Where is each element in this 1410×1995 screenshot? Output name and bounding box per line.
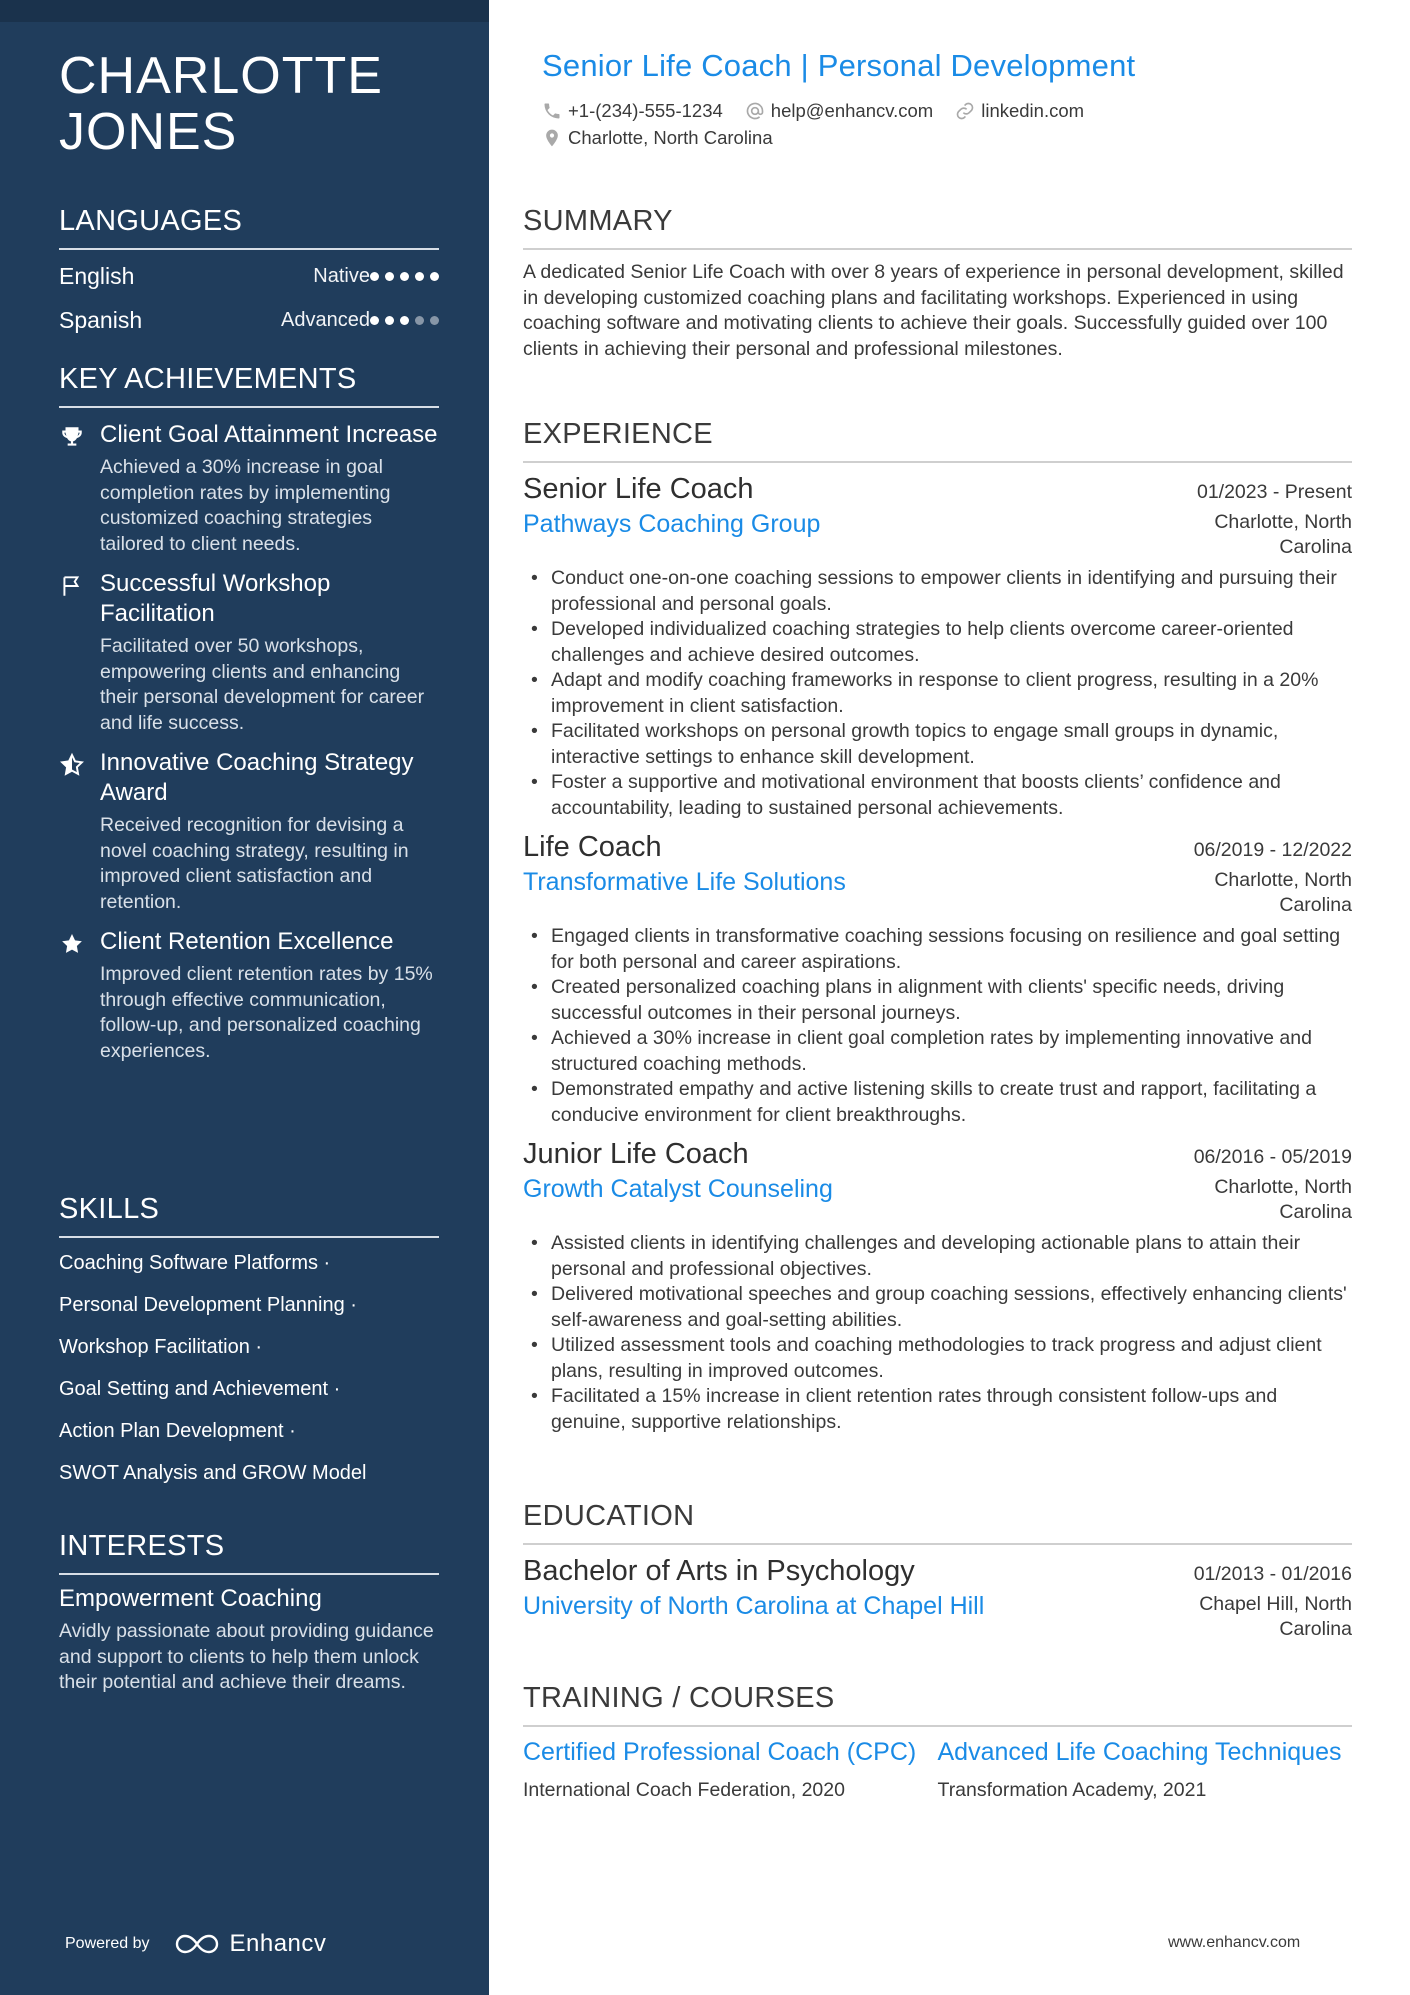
job-location: Charlotte, North Carolina — [1214, 511, 1352, 558]
achievement-item — [59, 927, 439, 1064]
achievement-title: Client Retention Excellence — [100, 928, 394, 955]
course-item — [523, 1737, 938, 1802]
contact-row — [542, 127, 795, 149]
achievement-title: Client Goal Attainment Increase — [100, 421, 438, 448]
achievement-desc: Achieved a 30% increase in goal completion rates by implementing customized coaching strategies tailored to client needs. — [100, 456, 391, 555]
course-provider: Transformation Academy, 2021 — [937, 1779, 1207, 1801]
list-item: • Developed individualized coaching strategies to help clients overcome career-oriented challenges and achieve desired outcomes. — [523, 617, 1352, 668]
powered-by-label: Powered by — [65, 1935, 150, 1952]
location-pin-icon — [542, 128, 562, 148]
list-item: • Utilized assessment tools and coaching methodologies to track progress and adjust client plans, resulting in improved outcomes. — [523, 1333, 1352, 1384]
contact-location: Charlotte, North Carolina — [542, 127, 773, 149]
flag-icon — [59, 573, 85, 599]
interest-desc: Avidly passionate about providing guidance and support to clients to help them unlock their potential and achieve their dreams. — [59, 1620, 434, 1693]
education-location: Chapel Hill, North Carolina — [1199, 1593, 1352, 1640]
language-level: Native — [313, 264, 370, 287]
job-title: Junior Life Coach — [523, 1138, 749, 1170]
section-title: SKILLS — [59, 1193, 439, 1238]
education-entry — [523, 1555, 1352, 1642]
list-item: • Created personalized coaching plans in alignment with clients' specific needs, driving successful outcomes in their personal journeys. — [523, 975, 1352, 1026]
achievement-desc: Improved client retention rates by 15% through effective communication, follow-up, and personalized coaching experiences. — [100, 963, 433, 1062]
language-name: English — [59, 262, 135, 289]
phone-icon — [542, 101, 562, 121]
language-name: Spanish — [59, 306, 143, 333]
company-name[interactable]: Transformative Life Solutions — [523, 868, 846, 896]
training-section — [523, 1682, 1352, 1802]
experience-section — [523, 418, 1352, 1435]
job-dates: 06/2019 - 12/2022 — [1193, 839, 1352, 861]
language-item — [59, 298, 439, 342]
interests-section — [59, 1530, 439, 1696]
achievement-item — [59, 748, 439, 915]
list-item: • Foster a supportive and motivational environment that boosts clients’ confidence and accountability, leading to sustained personal achievements. — [523, 770, 1352, 821]
summary-section — [523, 205, 1352, 362]
skill-item: SWOT Analysis and GROW Model — [59, 1462, 367, 1484]
job-entry — [523, 1138, 1352, 1435]
course-title[interactable]: Advanced Life Coaching Techniques — [937, 1738, 1342, 1766]
language-level: Advanced — [281, 308, 370, 331]
job-location: Charlotte, North Carolina — [1214, 1176, 1352, 1223]
job-bullets — [523, 566, 1352, 821]
sidebar — [0, 0, 489, 1995]
skill-item: Personal Development Planning · — [59, 1294, 357, 1316]
list-item: • Adapt and modify coaching frameworks in response to client progress, resulting in a 20% improvement in client satisfaction. — [523, 668, 1352, 719]
job-bullets — [523, 1231, 1352, 1435]
job-title: Senior Life Coach — [523, 473, 754, 505]
course-title[interactable]: Certified Professional Coach (CPC) — [523, 1738, 917, 1766]
language-item — [59, 254, 439, 298]
education-section — [523, 1500, 1352, 1642]
at-icon — [745, 101, 765, 121]
list-item: • Facilitated a 15% increase in client retention rates through consistent follow-ups and genuine, supportive relationships. — [523, 1384, 1352, 1435]
skill-item: Coaching Software Platforms · — [59, 1252, 331, 1274]
skill-item: Goal Setting and Achievement · — [59, 1378, 341, 1400]
list-item: • Engaged clients in transformative coaching sessions focusing on resilience and goal setting for both personal and career aspirations. — [523, 924, 1352, 975]
job-entry — [523, 473, 1352, 821]
section-title: INTERESTS — [59, 1530, 439, 1575]
trophy-icon — [59, 424, 85, 450]
sidebar-top-strip — [0, 0, 489, 22]
section-title: KEY ACHIEVEMENTS — [59, 363, 439, 408]
contact-row — [542, 100, 1106, 122]
skills-section — [59, 1193, 439, 1494]
summary-text: A dedicated Senior Life Coach with over 8 years of experience in personal development, skilled in developing customized coaching plans and facilitating workshops. Experienced in using coaching software and motivating clients to achieve their goals. Successfully guided over 100 clients in achieving their personal and professional milestones. — [523, 261, 1344, 360]
interest-title: Empowerment Coaching — [59, 1585, 322, 1612]
education-dates: 01/2013 - 01/2016 — [1193, 1563, 1352, 1585]
achievement-desc: Facilitated over 50 workshops, empowering clients and enhancing their personal development for career and life success. — [100, 635, 425, 734]
job-entry — [523, 831, 1352, 1128]
job-bullets — [523, 924, 1352, 1128]
section-title: EDUCATION — [523, 1500, 1352, 1545]
achievement-title: Successful Workshop Facilitation — [100, 570, 331, 627]
job-dates: 01/2023 - Present — [1196, 481, 1352, 503]
candidate-name: CHARLOTTE JONES — [59, 47, 383, 161]
achievement-item — [59, 420, 439, 557]
company-name[interactable]: Pathways Coaching Group — [523, 510, 821, 538]
language-rating — [370, 272, 439, 281]
company-name[interactable]: Growth Catalyst Counseling — [523, 1175, 833, 1203]
achievements-section — [59, 363, 439, 1064]
star-half-icon — [59, 752, 85, 778]
course-provider: International Coach Federation, 2020 — [523, 1779, 845, 1801]
list-item: • Achieved a 30% increase in client goal completion rates by implementing innovative and structured coaching methods. — [523, 1026, 1352, 1077]
section-title: LANGUAGES — [59, 205, 439, 250]
school-name[interactable]: University of North Carolina at Chapel Hill — [523, 1592, 985, 1620]
contact-phone[interactable]: +1-(234)-555-1234 — [542, 100, 723, 122]
list-item: • Facilitated workshops on personal growth topics to engage small groups in dynamic, interactive settings to enhance skill development. — [523, 719, 1352, 770]
achievement-desc: Received recognition for devising a novel coaching strategy, resulting in improved client satisfaction and retention. — [100, 814, 409, 913]
footer-website[interactable]: www.enhancv.com — [1168, 1934, 1301, 1951]
enhancv-logo[interactable] — [174, 1930, 327, 1958]
list-item: • Demonstrated empathy and active listening skills to create trust and rapport, facilitating a conducive environment for client breakthroughs. — [523, 1077, 1352, 1128]
section-title: SUMMARY — [523, 205, 1352, 250]
course-item — [938, 1737, 1353, 1802]
star-icon — [59, 931, 85, 957]
skill-item: Action Plan Development · — [59, 1420, 296, 1442]
languages-section — [59, 205, 439, 342]
skill-item: Workshop Facilitation · — [59, 1336, 263, 1358]
brand-name: Enhancv — [229, 1930, 327, 1957]
achievement-title: Innovative Coaching Strategy Award — [100, 749, 414, 806]
list-item: • Assisted clients in identifying challenges and developing actionable plans to attain their personal and professional objectives. — [523, 1231, 1352, 1282]
job-title: Life Coach — [523, 831, 662, 863]
list-item: • Delivered motivational speeches and group coaching sessions, effectively enhancing clients' self-awareness and goal-setting abilities. — [523, 1282, 1352, 1333]
contact-linkedin[interactable]: linkedin.com — [955, 100, 1084, 122]
contact-email[interactable]: help@enhancv.com — [745, 100, 933, 122]
achievement-item — [59, 569, 439, 736]
language-rating — [370, 316, 439, 325]
degree: Bachelor of Arts in Psychology — [523, 1555, 915, 1587]
powered-by — [65, 1930, 326, 1958]
infinity-icon — [174, 1933, 220, 1955]
section-title: EXPERIENCE — [523, 418, 1352, 463]
list-item: • Conduct one-on-one coaching sessions to empower clients in identifying and pursuing their professional and personal goals. — [523, 566, 1352, 617]
job-dates: 06/2016 - 05/2019 — [1193, 1146, 1352, 1168]
link-icon — [955, 101, 975, 121]
job-location: Charlotte, North Carolina — [1214, 869, 1352, 916]
section-title: TRAINING / COURSES — [523, 1682, 1352, 1727]
headline: Senior Life Coach | Personal Development — [542, 48, 1136, 83]
